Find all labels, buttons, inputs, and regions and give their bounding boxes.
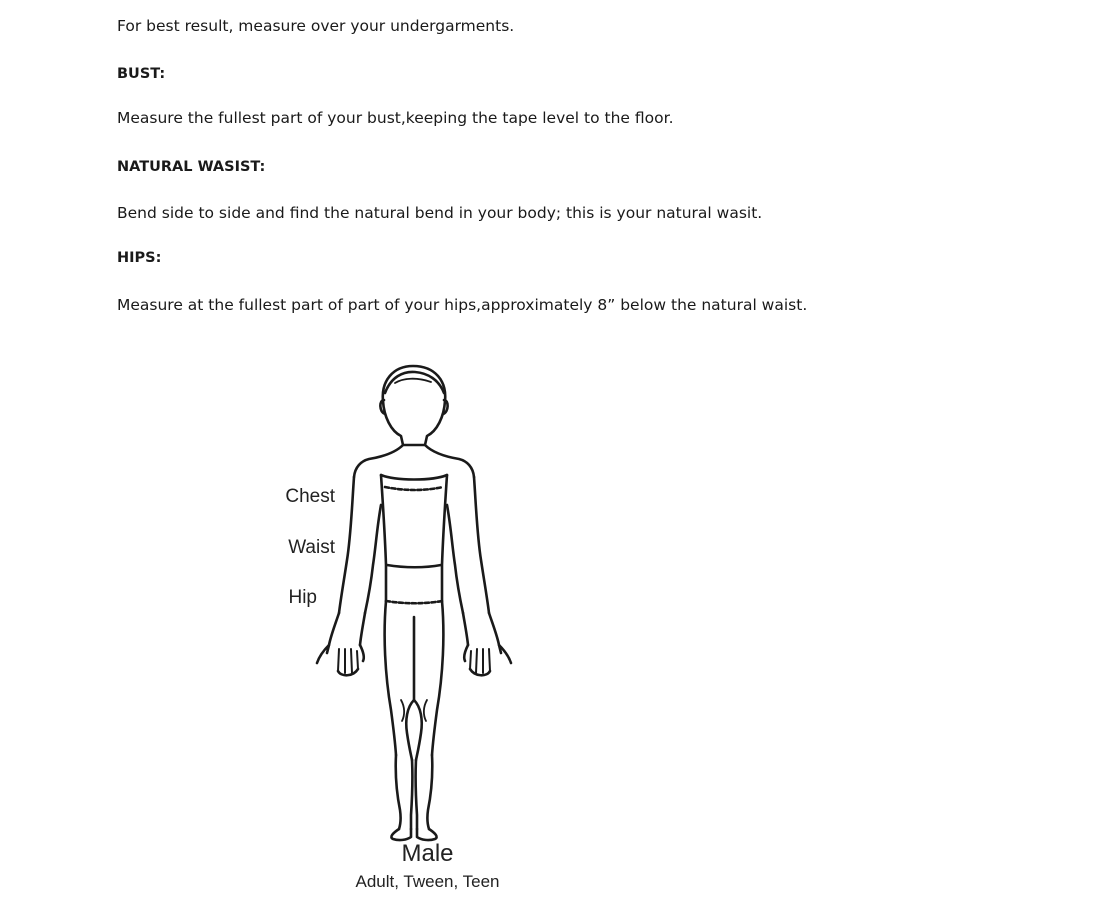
waist-label: Waist	[288, 537, 335, 558]
hips-instruction: Measure at the fullest part of part of your hips,approximately 8” below the natural waist.	[117, 296, 808, 314]
natural-waist-heading: NATURAL WASIST:	[117, 159, 266, 175]
right-leg-outline	[432, 601, 443, 755]
torso-right-outline	[442, 475, 447, 601]
hair-outline	[385, 372, 444, 393]
figure-title: Male	[401, 840, 454, 867]
torso-left-outline	[381, 475, 386, 601]
intro-text: For best result, measure over your undergarments.	[117, 17, 515, 35]
hip-label: Hip	[288, 587, 317, 608]
male-body-measurement-figure	[255, 355, 555, 900]
figure-subtitle: Adult, Tween, Teen	[355, 872, 500, 891]
bust-heading: BUST:	[117, 66, 166, 82]
bust-instruction: Measure the fullest part of your bust,keeping the tape level to the floor.	[117, 109, 674, 127]
chest-label: Chest	[285, 486, 335, 507]
body-outline-illustration	[255, 355, 555, 900]
right-arm-outline	[474, 477, 489, 613]
natural-waist-instruction: Bend side to side and find the natural bend in your body; this is your natural wasit.	[117, 204, 763, 222]
measuring-instructions	[0, 0, 1100, 330]
left-leg-outline	[385, 601, 396, 755]
left-arm-outline	[339, 477, 354, 613]
hips-heading: HIPS:	[117, 250, 162, 266]
